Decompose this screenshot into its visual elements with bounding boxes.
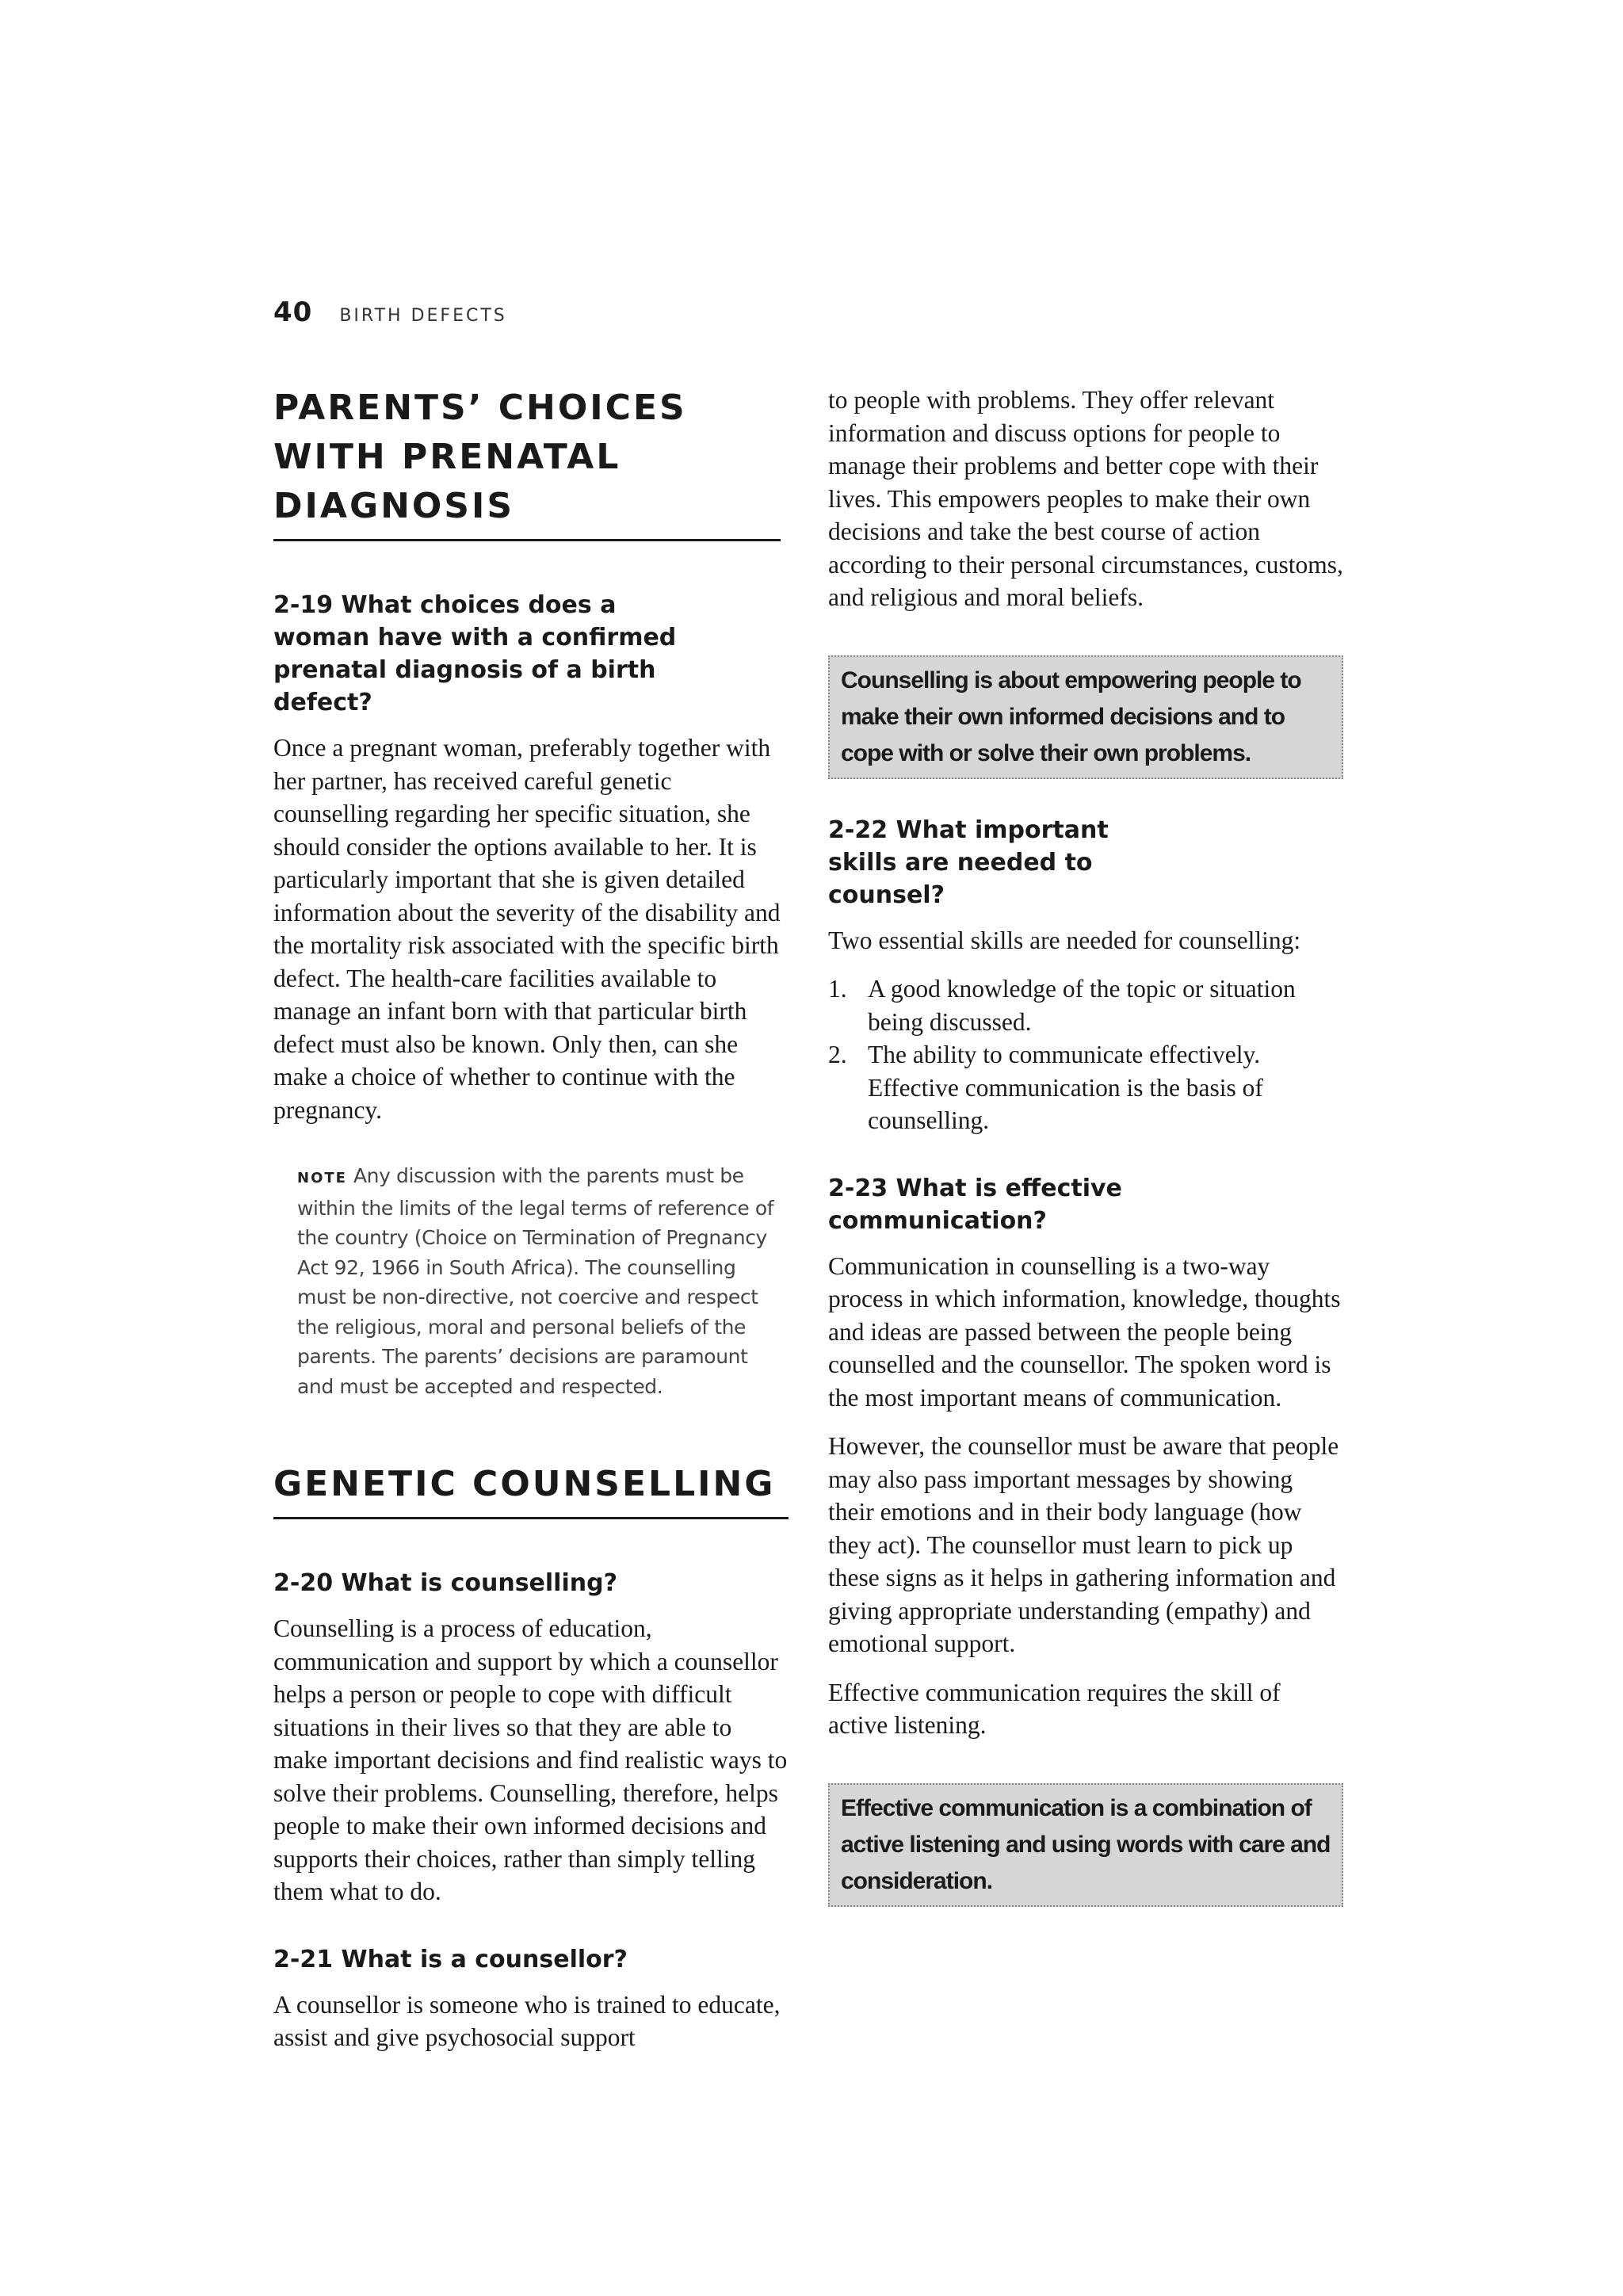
question-2-19-title: 2-19 What choices does a woman have with a confirmed prenatal diagnosis of a birth defect? (273, 591, 677, 716)
running-head (273, 296, 507, 336)
note-block (297, 1161, 789, 1401)
question-2-19-answer: Once a pregnant woman, preferably together with her partner, has received careful genetic counselling regarding her specific situation, she should consider the options available to her. It is particularly important that she is given detailed information about the severity of the disability and the mortality risk associated with the specific birth defect. The health-care facilities available to manage an infant born with that particular birth defect must also be known. Only then, can she make a choice of whether to continue with the pregnancy. (273, 734, 781, 1124)
question-2-21-title: 2-21 What is a counsellor? (273, 1945, 628, 1973)
list-item-number: 1. (828, 975, 847, 1003)
list-item (828, 972, 1343, 1038)
list-item-number: 2. (828, 1041, 847, 1068)
section-title-genetic-counselling: GENETIC COUNSELLING (273, 1460, 789, 1519)
running-title: BIRTH DEFECTS (339, 306, 507, 326)
question-2-20-answer: Counselling is a process of education, communication and support by which a counsellor helps a person or people to cope with difficult situations in their lives so that they are able to make important decisions and find realistic ways to solve their problems. Counselling, therefore, helps people to make their own informed decisions and supports their choices, rather than simply telling them what to do. (273, 1614, 788, 1905)
list-item-text: The ability to communicate effectively. Effective communication is the basis of counselling. (868, 1041, 1263, 1134)
note-text: Any discussion with the parents must be within the limits of the legal terms of reference of the country (Choice on Termination of Pregnancy Act 92, 1966 in South Africa). The counselling must be non-directive, not coercive and respect the religious, moral and personal beliefs of the parents. The parents’ decisions are paramount and must be accepted and respected. (297, 1164, 774, 1398)
callout-effective-communication: Effective communication is a combination of active listening and using words with care and consideration. (828, 1783, 1343, 1907)
skills-list (828, 972, 1343, 1137)
callout-empowering: Counselling is about empowering people to make their own informed decisions and to cope with or solve their own problems. (828, 655, 1343, 779)
question-2-23-paragraph-2: However, the counsellor must be aware that people may also pass important messages by showing their emotions and in their body language (how they act). The counsellor must learn to pick up these signs as it helps in gathering information and giving appropriate understanding (empathy) and emotional support. (828, 1432, 1339, 1657)
list-item (828, 1038, 1343, 1137)
question-2-20-title: 2-20 What is counselling? (273, 1569, 617, 1597)
question-2-23-paragraph-1: Communication in counselling is a two-way process in which information, knowledge, thoughts and ideas are passed between the people being counselled and the counsellor. The spoken word is the most important means of communication. (828, 1251, 1341, 1412)
left-column (273, 384, 789, 2054)
question-2-21-answer-continued: to people with problems. They offer relevant information and discuss options for people to manage their problems and better cope with their lives. This empowers peoples to make their own decisions and take the best course of action according to their personal circumstances, customs, and religious and moral beliefs. (828, 386, 1343, 611)
question-2-22-intro: Two essential skills are needed for counselling: (828, 926, 1301, 954)
page-number: 40 (273, 296, 313, 328)
question-2-23-paragraph-3: Effective communication requires the skill of active listening. (828, 1678, 1281, 1739)
right-column (828, 384, 1343, 1907)
question-2-23-title: 2-23 What is effective communication? (828, 1174, 1122, 1235)
section-title-parents-choices: PARENTS’ CHOICES WITH PRENATAL DIAGNOSIS (273, 384, 781, 541)
list-item-text: A good knowledge of the topic or situation being discussed. (868, 975, 1296, 1036)
note-label: NOTE (297, 1170, 347, 1186)
question-2-22-title: 2-22 What important skills are needed to counsel? (828, 816, 1109, 909)
question-2-21-answer: A counsellor is someone who is trained to educate, assist and give psychosocial support (273, 1990, 781, 2051)
